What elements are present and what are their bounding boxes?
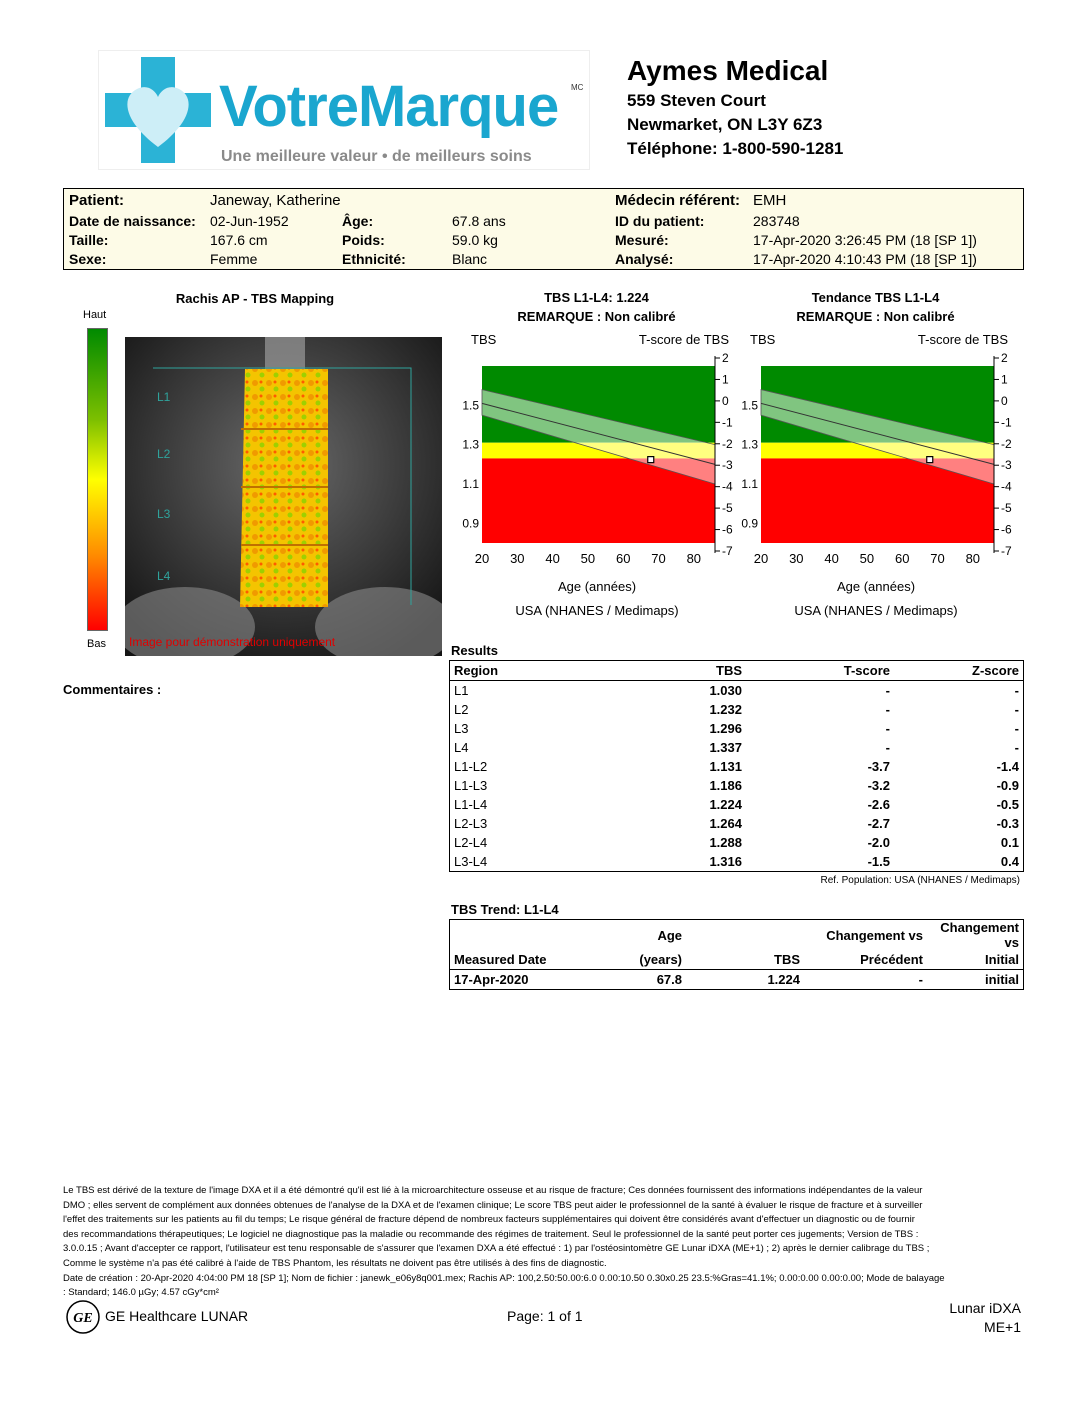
tbs-chart-2 xyxy=(728,290,1023,618)
chart-1-title: TBS L1-L4: 1.224 xyxy=(544,290,649,305)
referrer-label: Médecin référent: xyxy=(615,192,741,209)
y2-tick-label: -2 xyxy=(722,436,733,451)
referrer-value: EMH xyxy=(753,192,787,209)
y2-tick-label: -6 xyxy=(1001,522,1012,537)
results-row xyxy=(450,795,1023,814)
tbs-chart-1 xyxy=(449,290,744,618)
results-cell-tbs: 1.232 xyxy=(709,702,742,717)
y-axis-label: TBS xyxy=(471,332,497,347)
x-tick-label: 30 xyxy=(510,551,525,566)
results-cell-region: L2-L3 xyxy=(454,816,488,831)
results-cell-region: L2 xyxy=(454,702,469,717)
patient-value: Janeway, Katherine xyxy=(210,192,341,209)
col-zscore: Z-score xyxy=(972,663,1019,678)
results-table-wrap xyxy=(449,660,1024,872)
results-cell-region: L1-L4 xyxy=(454,797,488,812)
y2-tick-label: -1 xyxy=(1001,415,1012,430)
weight-label: Poids: xyxy=(342,232,385,248)
results-cell-tbs: 1.030 xyxy=(709,683,742,698)
y2-tick-label: 1 xyxy=(1001,372,1008,387)
x-tick-label: 50 xyxy=(580,551,596,566)
chart-1-plot xyxy=(449,328,744,628)
patient-info-box xyxy=(63,188,1024,270)
y-axis-label: TBS xyxy=(750,332,776,347)
comments-label: Commentaires : xyxy=(63,682,162,697)
trend-tbs: 1.224 xyxy=(767,972,800,987)
results-cell-tscore: -2.7 xyxy=(867,816,890,831)
company-address-1: 559 Steven Court xyxy=(627,91,766,110)
results-cell-region: L1-L2 xyxy=(454,759,488,774)
sex-value: Femme xyxy=(210,251,258,267)
footnote-line: Date de création : 20-Apr-2020 4:04:00 PM 18 [SP 1]; Nom de fichier : janewk_e06y8q001.mex; Rachis AP: 100,2.50:50.00:6.0 0.00:10.50 0.30x0.25 23.5:%Gras=41.1%; 0.00:0.00 0.00:0.00; Mode de balayage xyxy=(63,1272,945,1284)
x-tick-label: 70 xyxy=(651,551,666,566)
results-header-row xyxy=(450,661,1023,681)
results-row xyxy=(450,833,1023,852)
y-tick-label: 1.3 xyxy=(741,437,758,452)
y-tick-label: 1.1 xyxy=(462,477,479,491)
trend-header-row-2 xyxy=(450,950,1023,970)
trend-h1-age: Age xyxy=(657,927,682,943)
scale-low-label: Bas xyxy=(87,638,106,650)
chart-2-subtitle: REMARQUE : Non calibré xyxy=(796,309,955,324)
y-tick-label: 0.9 xyxy=(741,516,758,531)
brand-mc: MC xyxy=(571,83,584,92)
results-cell-region: L3 xyxy=(454,721,469,736)
trend-h2-age: (years) xyxy=(639,952,682,967)
y2-tick-label: -4 xyxy=(722,479,733,494)
x-tick-label: 40 xyxy=(545,551,560,566)
svg-text:GE: GE xyxy=(73,1311,93,1326)
col-tscore: T-score xyxy=(843,663,890,678)
results-cell-zscore: - xyxy=(1014,740,1019,755)
trend-h1-date xyxy=(450,920,578,950)
col-tbs: TBS xyxy=(716,663,742,678)
ref-population: Ref. Population: USA (NHANES / Medimaps) xyxy=(820,875,1020,886)
results-cell-zscore: - xyxy=(1014,702,1019,717)
results-cell-tbs: 1.186 xyxy=(709,778,742,793)
trend-h2-initial: Initial xyxy=(985,952,1019,967)
patient-point xyxy=(927,457,933,463)
results-cell-zscore: 0.1 xyxy=(1000,835,1019,850)
trend-change-previous: - xyxy=(918,972,923,987)
height-value: 167.6 cm xyxy=(210,232,268,248)
x-axis-label: Age (années) xyxy=(557,579,637,594)
level-label-l4: L4 xyxy=(157,569,171,583)
x-tick-label: 60 xyxy=(615,551,631,566)
trend-header-row-1 xyxy=(450,920,1023,950)
device-name: Lunar iDXA xyxy=(949,1300,1021,1316)
results-cell-region: L4 xyxy=(454,740,469,755)
results-row xyxy=(450,681,1023,701)
age-value: 67.8 ans xyxy=(452,213,506,229)
x-tick-label: 80 xyxy=(686,551,702,566)
results-cell-tscore: - xyxy=(885,740,890,755)
color-scale-bar xyxy=(87,328,108,631)
results-cell-tbs: 1.337 xyxy=(709,740,742,755)
analyzed-value: 17-Apr-2020 4:10:43 PM (18 [SP 1]) xyxy=(753,251,977,267)
y-tick-label: 0.9 xyxy=(462,516,479,531)
results-cell-tscore: -2.6 xyxy=(867,797,890,812)
results-row xyxy=(450,776,1023,795)
spine-scan-image xyxy=(125,337,442,656)
col-region: Region xyxy=(454,663,499,678)
level-label-l2: L2 xyxy=(157,447,171,461)
results-cell-zscore: 0.4 xyxy=(1000,854,1019,869)
results-cell-region: L1-L3 xyxy=(454,778,488,793)
results-cell-tscore: -3.2 xyxy=(867,778,890,793)
y2-tick-label: -2 xyxy=(1001,436,1012,451)
brand-logo xyxy=(98,50,590,170)
device-version: ME+1 xyxy=(984,1319,1021,1335)
results-cell-tscore: - xyxy=(885,702,890,717)
trend-h2-date: Measured Date xyxy=(454,952,547,967)
results-row xyxy=(450,814,1023,833)
y2-tick-label: -7 xyxy=(722,544,733,558)
x-tick-label: 80 xyxy=(965,551,981,566)
results-table xyxy=(450,661,1023,871)
company-phone: Téléphone: 1-800-590-1281 xyxy=(627,139,844,158)
y2-tick-label: -7 xyxy=(1001,544,1012,558)
results-row xyxy=(450,738,1023,757)
results-row xyxy=(450,700,1023,719)
results-cell-zscore: - xyxy=(1014,721,1019,736)
results-cell-tbs: 1.224 xyxy=(709,797,742,812)
y2-tick-label: -6 xyxy=(722,522,733,537)
y2-tick-label: -3 xyxy=(1001,458,1012,473)
results-cell-zscore: - xyxy=(1014,683,1019,698)
weight-value: 59.0 kg xyxy=(452,232,498,248)
results-cell-zscore: -1.4 xyxy=(996,759,1019,774)
results-cell-tbs: 1.316 xyxy=(709,854,742,869)
results-cell-zscore: -0.9 xyxy=(996,778,1019,793)
dob-value: 02-Jun-1952 xyxy=(210,213,289,229)
analyzed-label: Analysé: xyxy=(615,251,674,267)
age-label: Âge: xyxy=(342,213,374,229)
y2-tick-label: 0 xyxy=(722,393,729,408)
y2-tick-label: -3 xyxy=(722,458,733,473)
level-label-l3: L3 xyxy=(157,507,171,521)
y2-tick-label: 2 xyxy=(722,351,729,365)
y2-tick-label: -4 xyxy=(1001,479,1012,494)
results-cell-zscore: -0.3 xyxy=(996,816,1019,831)
brand-name: VotreMarque xyxy=(219,74,559,139)
measured-value: 17-Apr-2020 3:26:45 PM (18 [SP 1]) xyxy=(753,232,977,248)
company-name: Aymes Medical xyxy=(627,55,829,86)
results-cell-tscore: -2.0 xyxy=(867,835,890,850)
results-title: Results xyxy=(451,643,498,658)
y-tick-label: 1.5 xyxy=(462,398,479,413)
trend-title: TBS Trend: L1-L4 xyxy=(451,902,559,917)
trend-h1-initial: Changement vs xyxy=(940,920,1019,950)
results-cell-tbs: 1.288 xyxy=(709,835,742,850)
results-cell-tscore: -3.7 xyxy=(867,759,890,774)
mapping-title: Rachis AP - TBS Mapping xyxy=(175,291,335,306)
chart-caption: USA (NHANES / Medimaps) xyxy=(515,603,679,618)
x-tick-label: 70 xyxy=(930,551,945,566)
spine-scan-graphic xyxy=(125,337,442,656)
trend-age: 67.8 xyxy=(656,972,682,987)
results-cell-tbs: 1.264 xyxy=(709,816,742,831)
trend-h1-prev: Changement vs xyxy=(826,927,923,943)
height-label: Taille: xyxy=(69,232,109,248)
x-axis-label: Age (années) xyxy=(836,579,916,594)
y2-tick-label: 0 xyxy=(1001,393,1008,408)
patient-id-label: ID du patient: xyxy=(615,213,705,229)
patient-label: Patient: xyxy=(69,192,125,209)
y-tick-label: 1.3 xyxy=(462,437,479,452)
x-tick-label: 40 xyxy=(824,551,839,566)
results-row xyxy=(450,719,1023,738)
scale-high-label: Haut xyxy=(83,309,107,321)
level-label-l1: L1 xyxy=(157,390,171,404)
results-cell-tbs: 1.296 xyxy=(709,721,742,736)
footnote-line: : Standard; 146.0 µGy; 4.57 cGy*cm² xyxy=(63,1287,219,1299)
x-tick-label: 20 xyxy=(753,551,769,566)
patient-id-value: 283748 xyxy=(753,213,800,229)
results-row xyxy=(450,852,1023,871)
ge-logo-icon xyxy=(66,1300,100,1334)
trend-h1-tbs xyxy=(686,920,804,950)
ethnicity-label: Ethnicité: xyxy=(342,251,406,267)
results-cell-tbs: 1.131 xyxy=(709,759,742,774)
y2-axis-label: T-score de TBS xyxy=(917,332,1008,347)
x-tick-label: 20 xyxy=(474,551,490,566)
y2-tick-label: 2 xyxy=(1001,351,1008,365)
footnote-line: l'effet des traitements sur les patients au fil du temps; Le risque général de fracture dépend de nombreux facteurs supplémentaires qui doivent être considérés avant d'effectuer un diagnostic ou de fournir xyxy=(63,1214,915,1226)
measured-label: Mesuré: xyxy=(615,232,669,248)
trend-table xyxy=(450,920,1023,989)
results-row xyxy=(450,757,1023,776)
results-cell-zscore: -0.5 xyxy=(996,797,1019,812)
brand-tagline: Une meilleure valeur • de meilleurs soins xyxy=(221,148,532,165)
results-cell-tscore: - xyxy=(885,721,890,736)
medical-cross-heart-icon xyxy=(103,55,213,165)
x-tick-label: 30 xyxy=(789,551,804,566)
footer-brand: GE Healthcare LUNAR xyxy=(105,1308,249,1324)
results-body xyxy=(450,681,1023,872)
y2-tick-label: -5 xyxy=(722,501,733,516)
sex-label: Sexe: xyxy=(69,251,107,267)
disclaimer-footnote xyxy=(63,1184,1023,1301)
results-cell-tscore: - xyxy=(885,683,890,698)
trend-change-initial: initial xyxy=(985,972,1019,987)
results-cell-region: L3-L4 xyxy=(454,854,488,869)
trend-table-wrap xyxy=(449,919,1024,990)
results-cell-tscore: -1.5 xyxy=(867,854,890,869)
y2-tick-label: 1 xyxy=(722,372,729,387)
chart-caption: USA (NHANES / Medimaps) xyxy=(794,603,958,618)
x-tick-label: 50 xyxy=(859,551,875,566)
chart-2-title: Tendance TBS L1-L4 xyxy=(811,290,940,305)
footnote-line: Comme le système n'a pas été calibré à l'aide de TBS Phantom, les résultats ne doivent pas être utilisés à des fins de diagnostic. xyxy=(63,1257,607,1269)
trend-h2-tbs: TBS xyxy=(774,952,800,967)
footnote-line: 3.0.0.15 ; Avant d'accepter ce rapport, l'utilisateur est tenu responsable de s'assurer que l'examen DXA a été effectué : 1) par l'ostéosintomètre GE Lunar iDXA (ME+1) ; 2) après le dernier calibrage du TBS ; xyxy=(63,1243,930,1255)
footnote-line: des recommandations thérapeutiques; Le logiciel ne diagnostique pas la maladie ou recommande des régimes de traitement. Seul le professionnel de la santé peut porter ces jugements; Version de TBS : xyxy=(63,1228,919,1240)
trend-h2-prev: Précédent xyxy=(860,952,923,967)
chart-2-plot xyxy=(728,328,1023,628)
ethnicity-value: Blanc xyxy=(452,251,488,267)
company-info xyxy=(627,55,843,159)
patient-point xyxy=(648,457,654,463)
company-address-2: Newmarket, ON L3Y 6Z3 xyxy=(627,115,823,134)
demo-watermark: Image pour démonstration uniquement xyxy=(129,635,336,649)
trend-row xyxy=(450,970,1023,990)
results-cell-region: L2-L4 xyxy=(454,835,488,850)
y-tick-label: 1.1 xyxy=(741,477,758,491)
footnote-line: Le TBS est dérivé de la texture de l'image DXA et il a été démontré qu'il est lié à la microarchitecture osseuse et au risque de fracture; Ces données fournissent des informations indépendantes de la valeur xyxy=(63,1185,923,1196)
dob-label: Date de naissance: xyxy=(69,213,196,229)
y2-axis-label: T-score de TBS xyxy=(638,332,729,347)
footnote-line: DMO ; elles servent de complément aux données obtenues de l'analyse de la DXA et de l'examen clinique; Le score TBS peut aider le professionnel de la santé à évaluer le risque de fracture et à surveiller xyxy=(63,1199,923,1211)
chart-1-subtitle: REMARQUE : Non calibré xyxy=(517,309,676,324)
y-tick-label: 1.5 xyxy=(741,398,758,413)
x-tick-label: 60 xyxy=(894,551,910,566)
trend-date: 17-Apr-2020 xyxy=(454,972,529,987)
results-cell-region: L1 xyxy=(454,683,469,698)
y2-tick-label: -1 xyxy=(722,415,733,430)
y2-tick-label: -5 xyxy=(1001,501,1012,516)
page-number: Page: 1 of 1 xyxy=(507,1308,583,1324)
